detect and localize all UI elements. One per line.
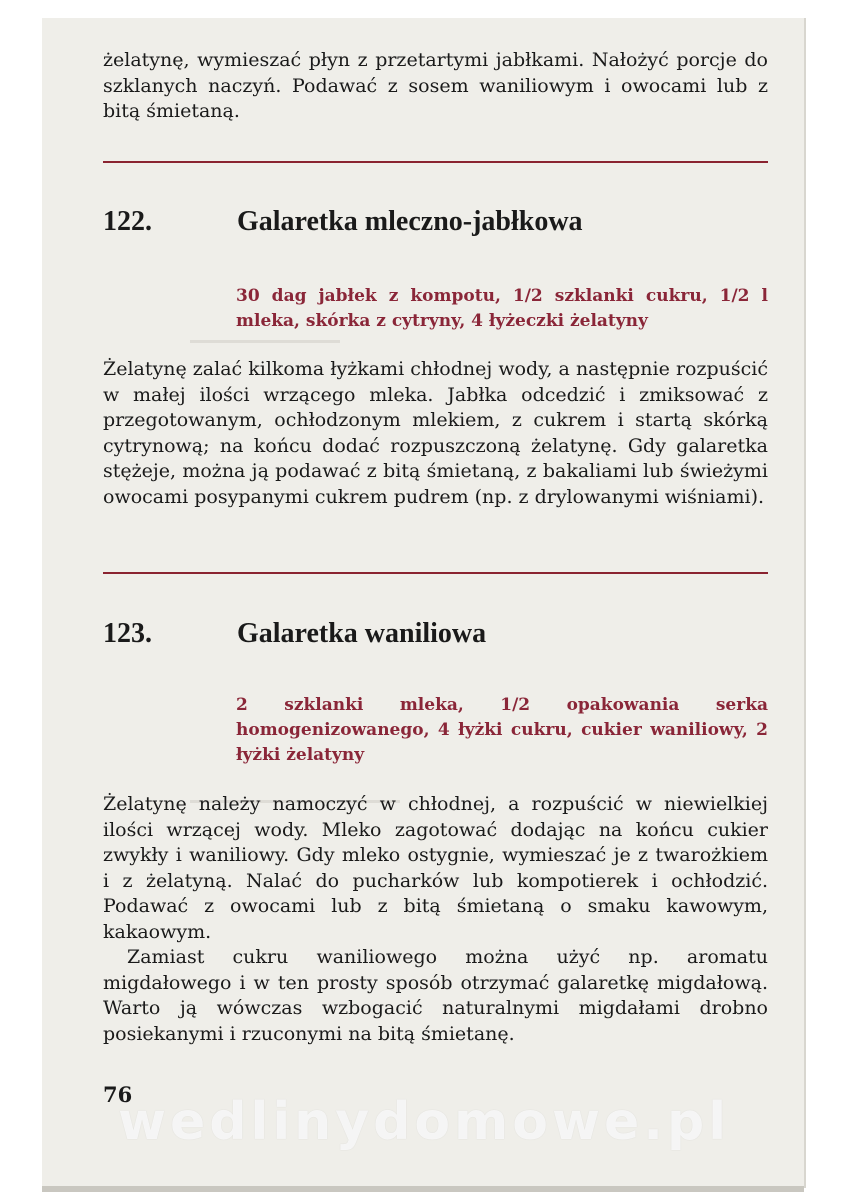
recipe-instructions [103,357,768,510]
watermark: wedlinydomowe.pl [118,1092,731,1152]
section-divider [103,161,768,163]
instructions-text: Żelatynę należy namoczyć w chłodnej, a rozpuścić w niewielkiej ilości wrzącej wody. Mleko zagotować dodając na końcu cukier zwykły i waniliowy. Gdy mleko ostygnie, wymieszać je z twarożkiem i z żelatyną. Nalać do pucharków lub kompotierek i ochłodzić. Podawać z owocami lub z bitą śmietaną o smaku kawowym, kakaowym. [103,793,768,943]
ingredients-list: 30 dag jabłek z kompotu, 1/2 szklanki cukru, 1/2 l mleka, skórka z cytryny, 4 łyżeczki żelatyny [236,286,768,331]
recipe-number: 123. [103,618,152,649]
recipe-title: Galaretka waniliowa [237,618,487,649]
instructions-text: Żelatynę zalać kilkoma łyżkami chłodnej wody, a następnie rozpuścić w małej ilości wrzącego mleka. Jabłka odcedzić i zmiksować z przegotowanym, ochłodzonym mlekiem, z cukrem i startą skórką cytrynową; na końcu dodać rozpuszczoną żelatynę. Gdy galaretka stężeje, można ją podawać z bitą śmietaną, z bakaliami lub świeżymi owocami posypanymi cukrem pudrem (np. z drylowanymi wiśniami). [103,358,768,508]
scan-edge [42,1186,804,1192]
recipe-number: 122. [103,206,152,237]
page-number: 76 [103,1082,133,1107]
ingredients-list: 2 szklanki mleka, 1/2 opakowania serka homogenizowanego, 4 łyżki cukru, cukier waniliowy, 2 łyżki żelatyny [236,695,768,765]
intro-text: żelatynę, wymieszać płyn z przetartymi jabłkami. Nałożyć porcje do szklanych naczyń. Podawać z sosem waniliowym i owocami lub z bitą śmietaną. [103,49,768,122]
intro-paragraph [103,48,768,125]
recipe-title: Galaretka mleczno-jabłkowa [237,206,583,237]
tip-text: Zamiast cukru waniliowego można użyć np. aromatu migdałowego i w ten prosty sposób otrzymać galaretkę migdałową. Warto ją wówczas wzbogacić naturalnymi migdałami drobno posiekanymi i rzuconymi na bitą śmietanę. [103,946,768,1045]
section-divider [103,572,768,574]
recipe-instructions [103,792,768,1047]
